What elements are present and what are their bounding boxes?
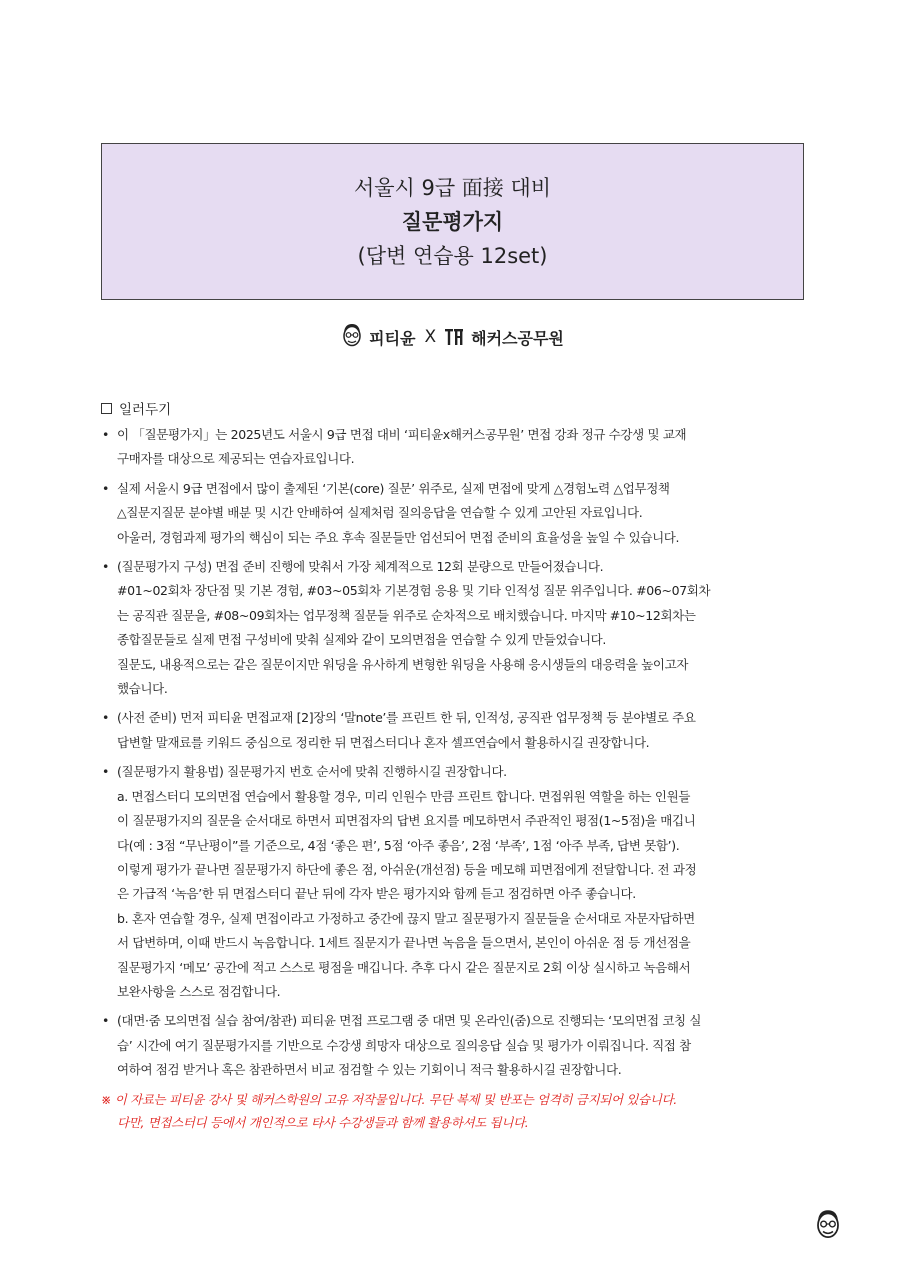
note-line: 이 질문평가지의 질문을 순서대로 하면서 피면접자의 답변 요지를 메모하면서 주관적인 평점(1~5점)을 매깁니	[117, 813, 696, 829]
note-line: 이 「질문평가지」는 2025년도 서울시 9급 면접 대비 ‘피티윤x해커스공무원’ 면접 강좌 정규 수강생 및 교재	[117, 427, 687, 442]
bullet-icon: •	[102, 559, 110, 575]
brand-left-text: 피티윤	[369, 328, 416, 348]
note-line: (사전 준비) 먼저 피티윤 면접교재 [2]장의 ‘말note’를 프린트 한 뒤, 인적성, 공직관 업무정책 등 분야별로 주요	[117, 710, 696, 726]
note-line: 는 공직관 질문을, #08~09회차는 업무정책 질문들 위주로 순차적으로 배치했습니다. 마지막 #10~12회차는	[117, 607, 696, 623]
note-line: (대면·줌 모의면접 실습 참여/참관) 피티윤 면접 프로그램 중 대면 및 온라인(줌)으로 진행되는 ‘모의면접 코칭 실	[117, 1013, 702, 1029]
note-line: 답변할 말재료를 키워드 중심으로 정리한 뒤 면접스터디나 혼자 셀프연습에서 활용하시길 권장합니다.	[117, 734, 650, 750]
bullet-icon: •	[102, 1013, 110, 1029]
note-line: 여하여 점검 받거나 혹은 참관하면서 비교 점검할 수 있는 기회이니 적극 활용하시길 권장합니다.	[117, 1062, 622, 1078]
bullet-icon: •	[102, 427, 110, 442]
bullet-icon: •	[102, 480, 110, 496]
note-item	[101, 423, 813, 472]
notes-section	[101, 397, 813, 1134]
note-line: (질문평가지 구성) 면접 준비 진행에 맞춰서 가장 체계적으로 12회 분량으로 만들어졌습니다.	[117, 559, 604, 575]
footer-face-caricature-icon	[814, 1209, 842, 1243]
title-box	[101, 143, 804, 300]
note-item	[101, 555, 813, 701]
hackers-logo-icon	[445, 328, 463, 346]
notes-heading-row	[101, 397, 813, 419]
note-item	[101, 760, 813, 1004]
warning-line-2: 다만, 면접스터디 등에서 개인적으로 타사 수강생들과 함께 활용하셔도 됩니다.	[117, 1114, 529, 1130]
note-line: 이렇게 평가가 끝나면 질문평가지 하단에 좋은 점, 아쉬운(개선점) 등을 메모해 피면접에게 전달합니다. 전 과정	[117, 861, 697, 877]
title-line-2: 질문평가지	[401, 209, 504, 234]
note-line: △질문지질문 분야별 배분 및 시간 안배하여 실제처럼 질의응답을 연습할 수 있게 고안된 자료입니다.	[117, 505, 643, 521]
note-line: (질문평가지 활용법) 질문평가지 번호 순서에 맞춰 진행하시길 권장합니다.	[117, 764, 507, 780]
note-line: 은 가급적 ‘녹음’한 뒤 면접스터디 끝난 뒤에 각자 받은 평가지와 함께 듣고 점검하면 아주 좋습니다.	[117, 886, 636, 902]
note-line: 보완사항을 스스로 점검합니다.	[117, 983, 281, 999]
bullet-icon: •	[102, 710, 110, 726]
note-line: 습’ 시간에 여기 질문평가지를 기반으로 수강생 희망자 대상으로 질의응답 실습 및 평가가 이뤄집니다. 직접 참	[117, 1037, 691, 1053]
note-item	[101, 477, 813, 550]
copyright-warning	[101, 1088, 813, 1134]
note-line: b. 혼자 연습할 경우, 실제 면접이라고 가정하고 중간에 끊지 말고 질문평가지 질문들을 순서대로 자문자답하면	[117, 910, 695, 926]
note-item	[101, 706, 813, 755]
note-line: 구매자를 대상으로 제공되는 연습자료입니다.	[117, 451, 355, 467]
note-line: 서 답변하며, 이때 반드시 녹음합니다. 1세트 질문지가 끝나면 녹음을 들으면서, 본인이 아쉬운 점 등 개선점을	[117, 935, 691, 951]
note-line: 종합질문들로 실제 면접 구성비에 맞춰 실제와 같이 모의면접을 연습할 수 있게 만들었습니다.	[117, 632, 607, 648]
notes-list	[101, 423, 813, 1083]
brand-separator: X	[424, 327, 437, 347]
notes-heading: 일러두기	[119, 402, 172, 418]
note-line: 다(예 : 3점 “무난평이”를 기준으로, 4점 ‘좋은 편’, 5점 ‘아주 좋음’, 2점 ‘부족’, 1점 ‘아주 부족, 답변 못함’).	[117, 837, 680, 853]
brand-row	[0, 323, 905, 351]
note-line: a. 면접스터디 모의면접 연습에서 활용할 경우, 미리 인원수 만큼 프린트 합니다. 면접위원 역할을 하는 인원들	[117, 788, 691, 804]
note-line: 질문평가지 ‘메모’ 공간에 적고 스스로 평점을 매깁니다. 추후 다시 같은 질문지로 2회 이상 실시하고 녹음해서	[117, 959, 691, 975]
checkbox-icon	[101, 403, 112, 414]
bullet-icon: •	[102, 764, 110, 780]
warning-line-1: ※ 이 자료는 피티윤 강사 및 해커스학원의 고유 저작물입니다. 무단 복제 및 반포는 엄격히 금지되어 있습니다.	[101, 1091, 677, 1107]
note-line: 실제 서울시 9급 면접에서 많이 출제된 ‘기본(core) 질문’ 위주로, 실제 면접에 맞게 △경험노력 △업무정책	[117, 480, 670, 496]
note-line: 질문도, 내용적으로는 같은 질문이지만 워딩을 유사하게 변형한 워딩을 사용해 응시생들의 대응력을 높이고자	[117, 656, 689, 672]
note-line: 아울러, 경험과제 평가의 핵심이 되는 주요 후속 질문들만 엄선되어 면접 준비의 효율성을 높일 수 있습니다.	[117, 529, 680, 545]
note-item	[101, 1009, 813, 1082]
face-caricature-icon	[341, 323, 363, 351]
note-line: #01~02회차 장단점 및 기본 경험, #03~05회차 기본경험 응용 및 기타 인적성 질문 위주입니다. #06~07회차	[117, 583, 711, 599]
title-line-3: (답변 연습용 12set)	[357, 243, 548, 268]
title-line-1: 서울시 9급 面接 대비	[353, 175, 552, 200]
note-line: 했습니다.	[117, 681, 168, 697]
brand-right-text: 해커스공무원	[471, 328, 564, 348]
